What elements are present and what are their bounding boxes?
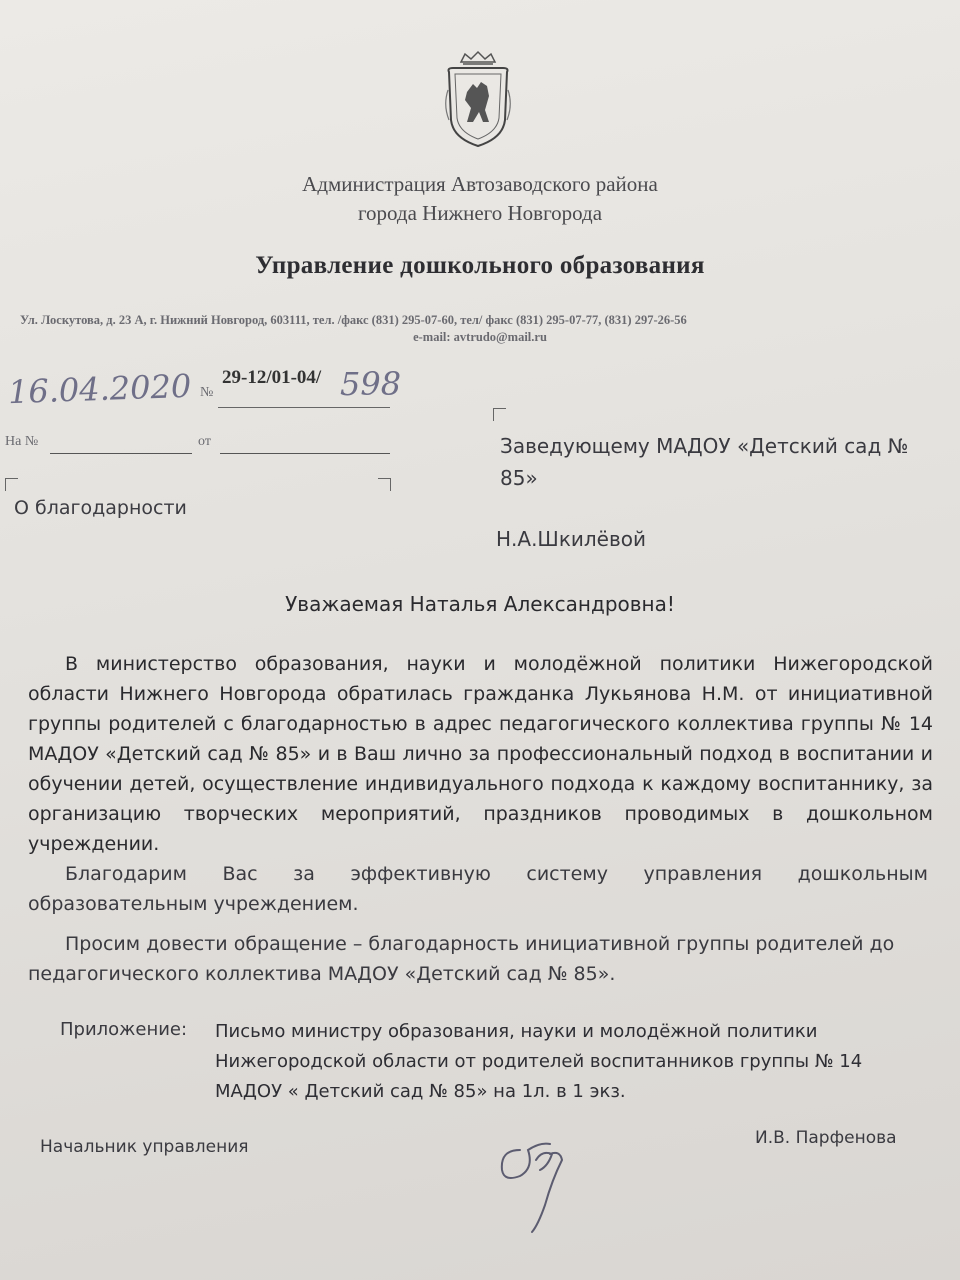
registration-number: 29-12/01-04/: [222, 367, 322, 388]
addressee-corner: [493, 408, 506, 421]
coat-of-arms-emblem: [443, 50, 513, 150]
handwritten-signature: [490, 1120, 580, 1240]
handwritten-date: 16.04.2020: [7, 366, 192, 412]
registration-underline: [218, 407, 390, 408]
salutation: Уважаемая Наталья Александровна!: [285, 592, 675, 616]
body-paragraph-2: Благодарим Вас за эффективную систему управления дошкольным образовательным учреждением.: [28, 863, 928, 915]
number-sign: №: [200, 385, 214, 400]
organization-name: Администрация Автозаводского района: [302, 172, 658, 196]
handwritten-registration-suffix: 598: [340, 365, 402, 403]
addressee-name: Н.А.Шкилёвой: [496, 527, 647, 551]
addressee-position: Заведующему МАДОУ «Детский сад № 85»: [500, 434, 909, 490]
subject-corner-left: [5, 478, 18, 491]
reference-number-label: На №: [5, 434, 39, 449]
reference-date-label: от: [198, 434, 211, 449]
letter-subject: О благодарности: [14, 497, 187, 519]
postal-address: Ул. Лоскутова, д. 23 А, г. Нижний Новгород, 603111, тел. /факс (831) 295-07-60, тел/ факс (831) 295-07-77, (831) 297-26-56: [20, 313, 687, 327]
attachment-text: Письмо министру образования, науки и молодёжной политики Нижегородской области от родителей воспитанников группы № 14 МАДОУ « Детский сад № 85» на 1л. в 1 экз.: [215, 1021, 863, 1102]
signatory-name: И.В. Парфенова: [755, 1128, 897, 1148]
subject-corner-right: [378, 478, 391, 491]
reference-date-blank: [220, 453, 390, 454]
attachment-label: Приложение:: [60, 1019, 188, 1040]
email-address: e-mail: avtrudo@mail.ru: [413, 330, 547, 344]
body-paragraph-1: В министерство образования, науки и молодёжной политики Нижегородской области Нижнего Новгорода обратилась гражданка Лукьянова Н.М. от инициативной группы родителей с благодарностью в адрес педагогического коллектива группы № 14 МАДОУ «Детский сад № 85» и в Ваш лично за профессиональный подход в воспитании и обучении детей, осуществление индивидуального подхода к каждому воспитаннику, за организацию творческих мероприятий, праздников проводимых в дошкольном учреждении.: [28, 653, 933, 855]
body-paragraph-3: Просим довести обращение – благодарность инициативной группы родителей до педагогического коллектива МАДОУ «Детский сад № 85».: [28, 933, 895, 985]
reference-number-blank: [50, 453, 192, 454]
organization-city: города Нижнего Новгорода: [357, 201, 603, 225]
department-title: Управление дошкольного образования: [255, 252, 705, 279]
signatory-position: Начальник управления: [40, 1137, 249, 1157]
